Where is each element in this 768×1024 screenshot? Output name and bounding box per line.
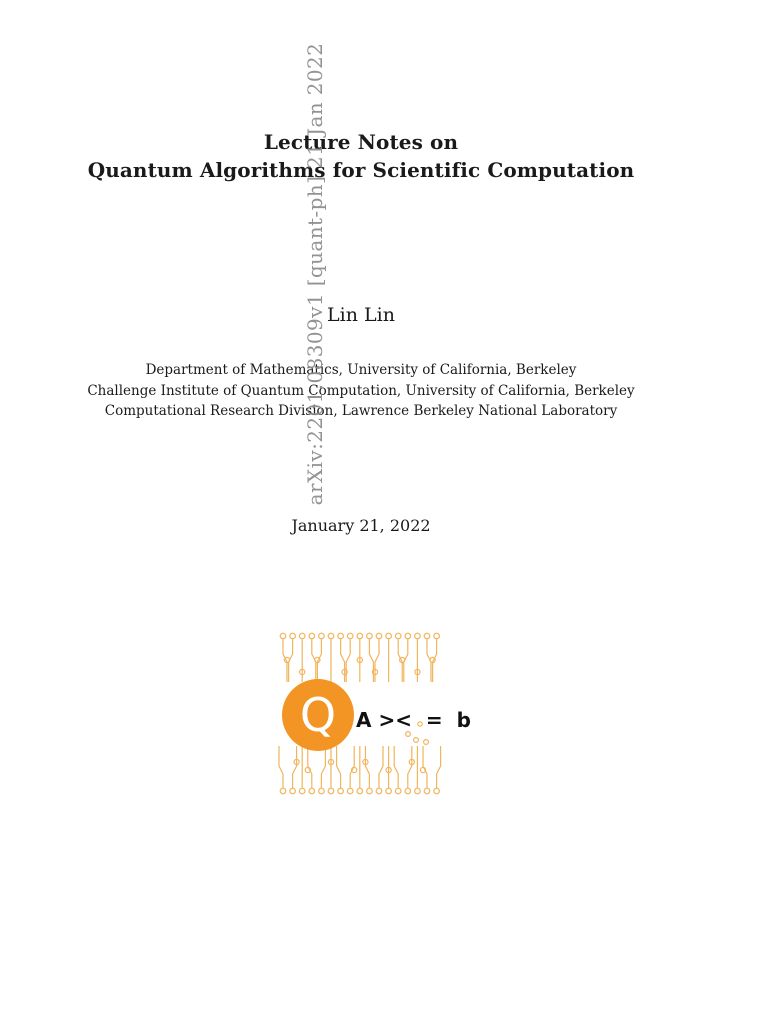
circuit-node xyxy=(347,633,353,639)
circuit-trace xyxy=(365,746,369,788)
circuit-node xyxy=(405,788,411,794)
circuit-trace xyxy=(293,746,297,788)
circuit-node xyxy=(414,738,419,743)
paper-title xyxy=(0,128,722,184)
circuit-node xyxy=(395,633,401,639)
circuit-trace xyxy=(408,746,412,788)
circuit-node xyxy=(309,633,315,639)
circuit-trace xyxy=(375,639,379,682)
circuit-node xyxy=(415,633,421,639)
affiliation-line: Computational Research Division, Lawrence Berkeley National Laboratory xyxy=(104,403,618,419)
circuit-trace xyxy=(394,746,398,788)
circuit-node xyxy=(386,633,392,639)
circuit-trace xyxy=(379,746,383,788)
circuit-node xyxy=(424,788,430,794)
title-line-1: Lecture Notes on xyxy=(263,130,459,154)
circuit-node xyxy=(424,633,430,639)
circuit-node xyxy=(338,633,344,639)
circuit-trace xyxy=(321,746,325,788)
circuit-trace xyxy=(341,639,345,682)
quantum-logo xyxy=(276,630,471,798)
circuit-node xyxy=(376,788,382,794)
circuit-trace xyxy=(289,639,293,682)
circuit-node xyxy=(347,788,353,794)
affiliation-line: Challenge Institute of Quantum Computation, University of California, Berkeley xyxy=(87,382,635,399)
circuit-trace xyxy=(404,639,408,682)
affiliations xyxy=(0,360,722,422)
circuit-node xyxy=(386,788,392,794)
circuit-node xyxy=(357,633,363,639)
circuit-node xyxy=(434,788,440,794)
circuit-node xyxy=(319,788,325,794)
logo-q-letter: Q xyxy=(299,688,337,742)
circuit-node xyxy=(280,788,286,794)
affiliation-line: Department of Mathematics, University of California, Berkeley xyxy=(145,362,577,378)
circuit-trace xyxy=(437,746,441,788)
circuit-node xyxy=(309,788,315,794)
title-line-2: Quantum Algorithms for Scientific Computation xyxy=(87,158,635,182)
circuit-node xyxy=(319,633,325,639)
publication-date: January 21, 2022 xyxy=(291,516,431,535)
circuit-node xyxy=(405,633,411,639)
logo-equation: A >< = b xyxy=(356,708,471,732)
circuit-node xyxy=(395,788,401,794)
circuit-trace xyxy=(346,639,350,682)
circuit-node xyxy=(434,633,440,639)
circuit-node xyxy=(376,633,382,639)
logo-graphic xyxy=(276,630,471,798)
circuit-node xyxy=(328,633,334,639)
circuit-node xyxy=(290,633,296,639)
author-name: Lin Lin xyxy=(327,304,395,326)
circuit-node xyxy=(357,788,363,794)
circuit-node xyxy=(290,788,296,794)
circuit-node xyxy=(299,788,305,794)
circuit-trace xyxy=(279,746,283,788)
circuit-node xyxy=(299,633,305,639)
circuit-node xyxy=(367,788,373,794)
circuit-node xyxy=(415,788,421,794)
circuit-trace xyxy=(369,639,373,682)
circuit-node xyxy=(406,732,411,737)
circuit-trace xyxy=(337,746,341,788)
circuit-node xyxy=(280,633,286,639)
circuit-node xyxy=(328,788,334,794)
circuit-node xyxy=(338,788,344,794)
circuit-node xyxy=(367,633,373,639)
arxiv-identifier-text: arXiv:2201.08309v1 [quant-ph] 21 Jan 2022 xyxy=(303,42,327,506)
circuit-node xyxy=(424,740,429,745)
